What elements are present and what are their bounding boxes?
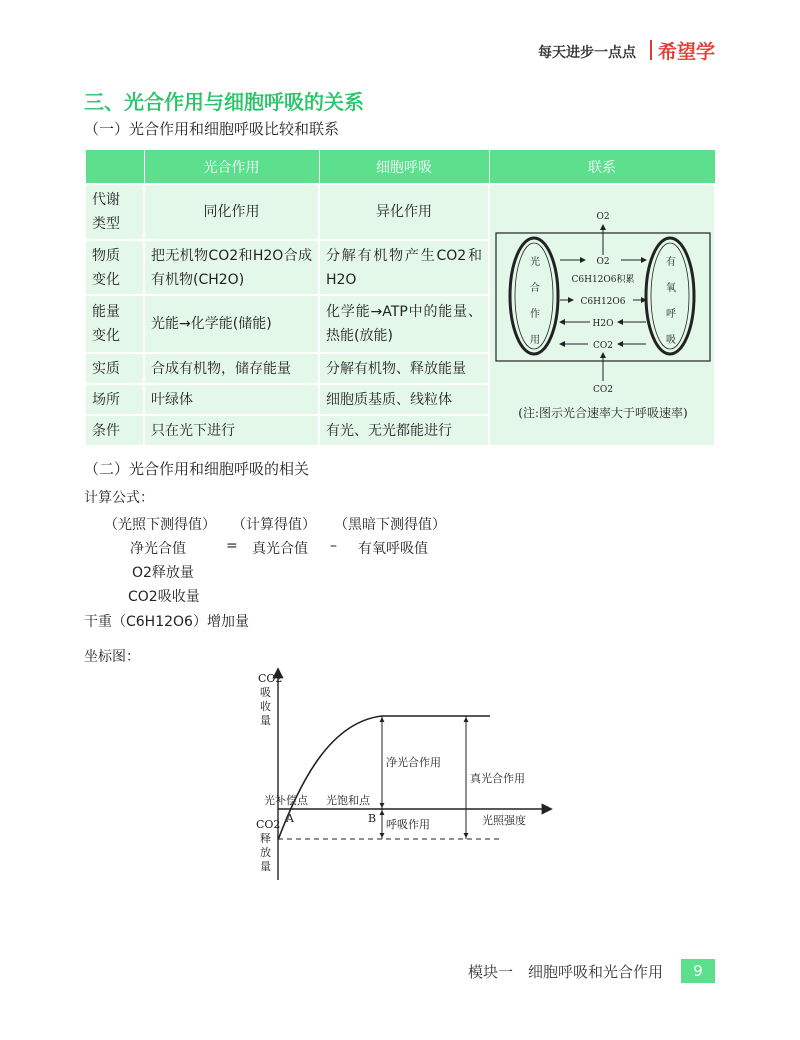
y-top-label-1: 吸 [260,686,271,699]
y-bottom-label-2: 放 [260,846,271,859]
glucose-accum-label: C6H12O6积累 [571,275,635,285]
x-axis-label: 光照强度 [482,814,526,827]
table-row [85,184,715,240]
y-top-label-0: CO2 [258,672,283,685]
left-label-3: 用 [530,335,540,346]
table-header-row [85,150,715,185]
row-label [85,240,144,296]
row-label-text: 物质变化 [92,247,120,288]
right-label-3: 吸 [666,335,676,346]
row-label: 条件 [85,415,144,446]
table-header-respiration: 细胞呼吸 [319,150,489,185]
row-label [85,295,144,353]
y-top-label-2: 收 [260,700,271,713]
formula-minus: – [330,538,337,554]
resp-cell: 分解有机物产生CO2和H2O [319,240,489,296]
table-header-relation: 联系 [489,150,715,185]
left-label-2: 作 [530,309,540,320]
row-label-text: 能量变化 [92,304,120,345]
photo-cell: 把无机物CO2和H2O合成有机物(CH2O) [144,240,319,296]
photo-cell: 合成有机物，储存能量 [144,353,319,384]
header-slogan: 每天进步一点点 [538,45,636,61]
row-label [85,184,144,240]
formula-hint-3: （黑暗下测得值） [334,517,446,533]
right-label-1: 氧 [666,283,676,294]
light-intensity-graph [250,662,570,887]
point-a-label: A [286,812,294,825]
formula-co2-absorb: CO2吸收量 [128,589,200,605]
comp-point-label: 光补偿点 [264,794,308,807]
photo-cell: 只在光下进行 [144,415,319,446]
resp-cell: 分解有机物、释放能量 [319,353,489,384]
formula-resp: 有氧呼吸值 [358,541,428,557]
y-top-label-3: 量 [260,714,271,727]
row-label: 实质 [85,353,144,384]
relation-diagram-cell [489,184,715,446]
true-photo-label: 真光合作用 [470,772,525,785]
graph-label: 坐标图： [84,649,140,665]
subsection-title-2: （二）光合作用和细胞呼吸的相关 [84,460,310,478]
resp-cell: 异化作用 [319,184,489,240]
photosynthesis-curve [278,716,490,840]
resp-cell: 细胞质基质、线粒体 [319,384,489,415]
footer-module-title: 模块一 细胞呼吸和光合作用 [468,963,664,981]
resp-cell: 化学能→ATP中的能量、热能(放能) [319,295,489,353]
left-label-1: 合 [530,283,540,294]
header-divider [650,40,652,60]
left-label-0: 光 [530,257,540,268]
section-title: 三、光合作用与细胞呼吸的关系 [84,90,364,114]
o2-top-label: O2 [596,212,610,222]
co2-inner-label: CO2 [593,341,613,351]
row-label: 场所 [85,384,144,415]
table-header-photosynthesis: 光合作用 [144,150,319,185]
resp-label: 呼吸作用 [386,818,430,831]
resp-cell: 有光、无光都能进行 [319,415,489,446]
formula-dry-weight: 干重（C6H12O6）增加量 [84,614,249,630]
y-bottom-label-3: 量 [260,860,271,873]
h2o-label: H2O [592,319,614,329]
sat-point-label: 光饱和点 [326,794,370,807]
formula-hint-2: （计算得值） [232,517,316,533]
photo-cell: 叶绿体 [144,384,319,415]
y-bottom-label-0: CO2 [256,818,281,831]
comparison-table [84,149,716,447]
brand-logo: 希望学 [658,41,716,63]
right-label-0: 有 [666,257,676,268]
o2-inner-label: O2 [596,257,610,267]
net-photo-label: 净光合作用 [386,756,441,769]
point-b-label: B [368,812,377,825]
row-label-text: 代谢类型 [92,191,120,232]
formula-equals: = [226,538,238,554]
photo-cell: 光能→化学能(储能) [144,295,319,353]
page-number: 9 [681,959,715,983]
right-label-2: 呼 [666,309,676,320]
formula-hint-1: （光照下测得值） [104,517,216,533]
glucose-label: C6H12O6 [580,297,626,307]
co2-bottom-label: CO2 [593,385,613,395]
formula-net: 净光合值 [130,541,186,557]
diagram-note: (注:图示光合速率大于呼吸速率) [518,406,688,420]
photo-cell: 同化作用 [144,184,319,240]
relation-diagram [490,185,716,437]
formula-true: 真光合值 [252,541,308,557]
y-bottom-label-1: 释 [260,832,271,845]
table-header-blank [85,150,144,185]
formula-o2-release: O2释放量 [132,565,194,581]
subsection-title-1: （一）光合作用和细胞呼吸比较和联系 [84,120,340,138]
formula-label: 计算公式： [84,490,154,506]
